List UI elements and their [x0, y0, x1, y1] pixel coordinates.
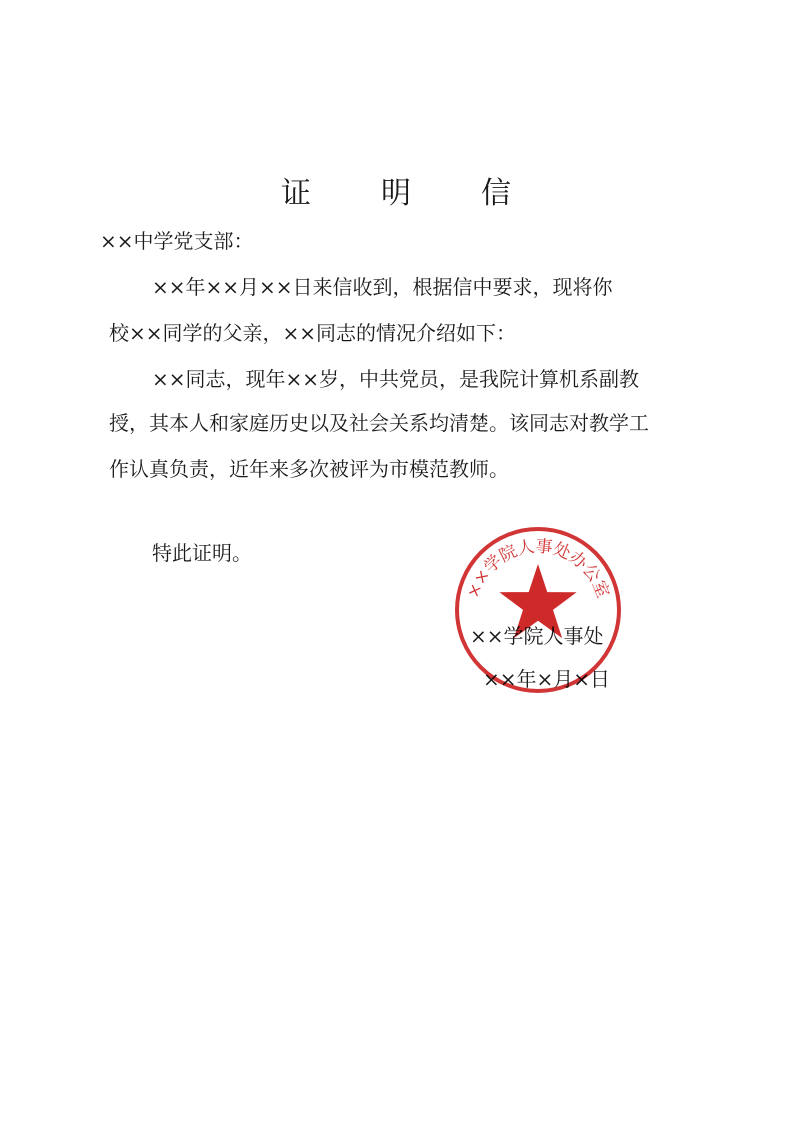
- title-char: 证: [281, 176, 313, 211]
- official-seal-stamp: [452, 524, 624, 696]
- paragraph-line: 作认真负责，近年来多次被评为市模范教师。: [109, 457, 509, 481]
- closing-line: 特此证明。: [152, 541, 252, 565]
- paragraph-line: 校××同学的父亲，××同志的情况介绍如下：: [109, 321, 517, 345]
- seal-text: ××学院人事处办公室: [463, 536, 613, 601]
- title-char: 明: [381, 176, 413, 211]
- paragraph-line: ××年××月××日来信收到，根据信中要求，现将你: [152, 275, 613, 299]
- paragraph-line: ××同志，现年××岁，中共党员，是我院计算机系副教: [152, 367, 640, 391]
- seal-star-icon: [499, 564, 576, 638]
- title-char: 信: [481, 176, 513, 211]
- salutation: ××中学党支部：: [100, 229, 254, 253]
- signature-date: ××年×月×日: [483, 667, 611, 691]
- signature-organization: ××学院人事处: [470, 624, 604, 648]
- page-title: [0, 168, 794, 212]
- paragraph-line: 授，其本人和家庭历史以及社会关系均清楚。该同志对教学工: [109, 411, 649, 435]
